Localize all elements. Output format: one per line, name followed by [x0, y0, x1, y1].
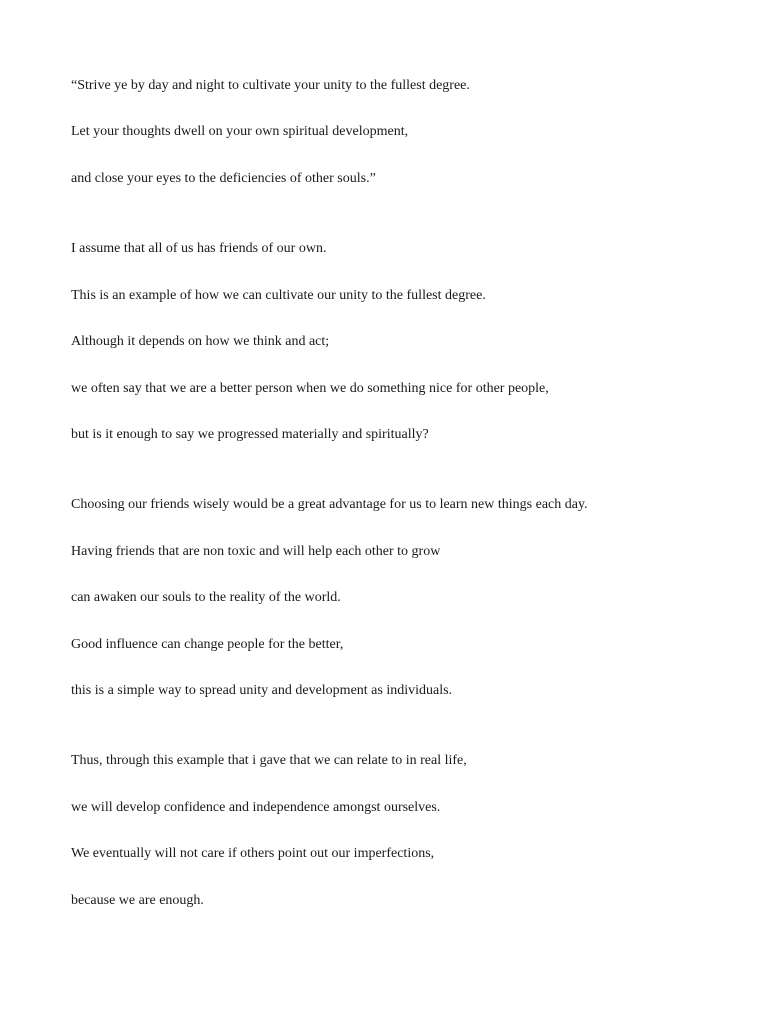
quote-line: “Strive ye by day and night to cultivate your unity to the fullest degree. — [71, 78, 470, 93]
paragraph-line: can awaken our souls to the reality of the world. — [71, 590, 341, 605]
paragraph-line: This is an example of how we can cultivate our unity to the fullest degree. — [71, 288, 486, 303]
paragraph-line: I assume that all of us has friends of our own. — [71, 241, 327, 256]
paragraph-line: we will develop confidence and independence amongst ourselves. — [71, 800, 441, 815]
paragraph-line: Thus, through this example that i gave that we can relate to in real life, — [71, 753, 467, 768]
paragraph-line: Choosing our friends wisely would be a great advantage for us to learn new things each day. — [71, 497, 588, 512]
paragraph-line: We eventually will not care if others point out our imperfections, — [71, 846, 435, 861]
paragraph-line: but is it enough to say we progressed materially and spiritually? — [71, 427, 429, 442]
paragraph-line: Good influence can change people for the better, — [71, 637, 344, 652]
paragraph-line: this is a simple way to spread unity and development as individuals. — [71, 683, 453, 698]
paragraph-line: we often say that we are a better person when we do something nice for other people, — [71, 381, 549, 396]
paragraph-line: because we are enough. — [71, 893, 204, 908]
quote-line: and close your eyes to the deficiencies of other souls.” — [71, 171, 376, 186]
paragraph-line: Having friends that are non toxic and will help each other to grow — [71, 544, 441, 559]
paragraph-line: Although it depends on how we think and act; — [71, 334, 330, 349]
quote-line: Let your thoughts dwell on your own spiritual development, — [71, 124, 409, 139]
